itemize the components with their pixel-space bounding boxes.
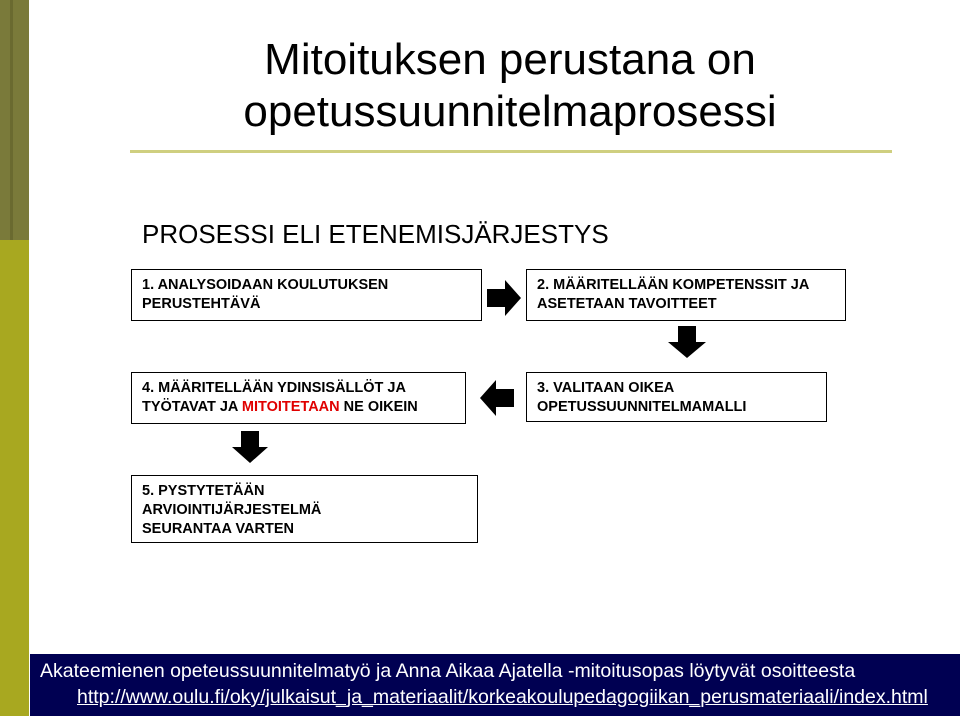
step-4-highlight: MITOITETAAN [241, 399, 340, 415]
step-2-box [526, 269, 846, 321]
sidebar-decoration-dark [0, 0, 29, 240]
step-1-line2: PERUSTEHTÄVÄ [142, 296, 261, 312]
step-5-line2: ARVIOINTIJÄRJESTELMÄ [142, 502, 322, 518]
sidebar-decoration-light [0, 240, 29, 716]
step-3-line1: 3. VALITAAN OIKEA [537, 380, 675, 396]
slide-subtitle: PROSESSI ELI ETENEMISJÄRJESTYS [142, 219, 609, 249]
arrow-down-icon [232, 431, 268, 463]
slide-title-line1: Mitoituksen perustana on [264, 35, 756, 84]
sidebar-decoration-stripe [10, 0, 13, 240]
step-2-line2: ASETETAAN TAVOITTEET [537, 296, 717, 312]
arrow-down-icon [668, 326, 706, 358]
footer-text: Akateemienen opeteussuunnitelmatyö ja Anna Aikaa Ajatella -mitoitusopas löytyvät osoitteesta [40, 660, 856, 682]
arrow-right-icon [487, 280, 521, 316]
arrow-left-icon [480, 380, 514, 416]
step-4-line2-start: TYÖTAVAT JA [142, 399, 242, 415]
step-1-box [131, 269, 482, 321]
footer-banner [30, 654, 960, 716]
step-1-line1: 1. ANALYSOIDAAN KOULUTUKSEN [142, 277, 389, 293]
step-4-line2-end: NE OIKEIN [339, 399, 418, 415]
step-4-line2 [142, 398, 455, 417]
step-5-box [131, 475, 478, 543]
step-3-box [526, 372, 827, 422]
slide-title-line2: opetussuunnitelmaprosessi [243, 87, 777, 136]
step-3-line2: OPETUSSUUNNITELMAMALLI [537, 399, 747, 415]
step-4-line1: 4. MÄÄRITELLÄÄN YDINSISÄLLÖT JA [142, 380, 406, 396]
title-divider [130, 150, 892, 153]
step-4-box [131, 372, 466, 424]
step-2-line1: 2. MÄÄRITELLÄÄN KOMPETENSSIT JA [537, 277, 810, 293]
footer-link[interactable]: http://www.oulu.fi/oky/julkaisut_ja_materiaalit/korkeakoulupedagogiikan_perusmateriaali/index.html [77, 686, 928, 708]
step-5-line3: SEURANTAA VARTEN [142, 521, 294, 537]
slide-title [140, 34, 880, 138]
step-5-line1: 5. PYSTYTETÄÄN [142, 483, 265, 499]
